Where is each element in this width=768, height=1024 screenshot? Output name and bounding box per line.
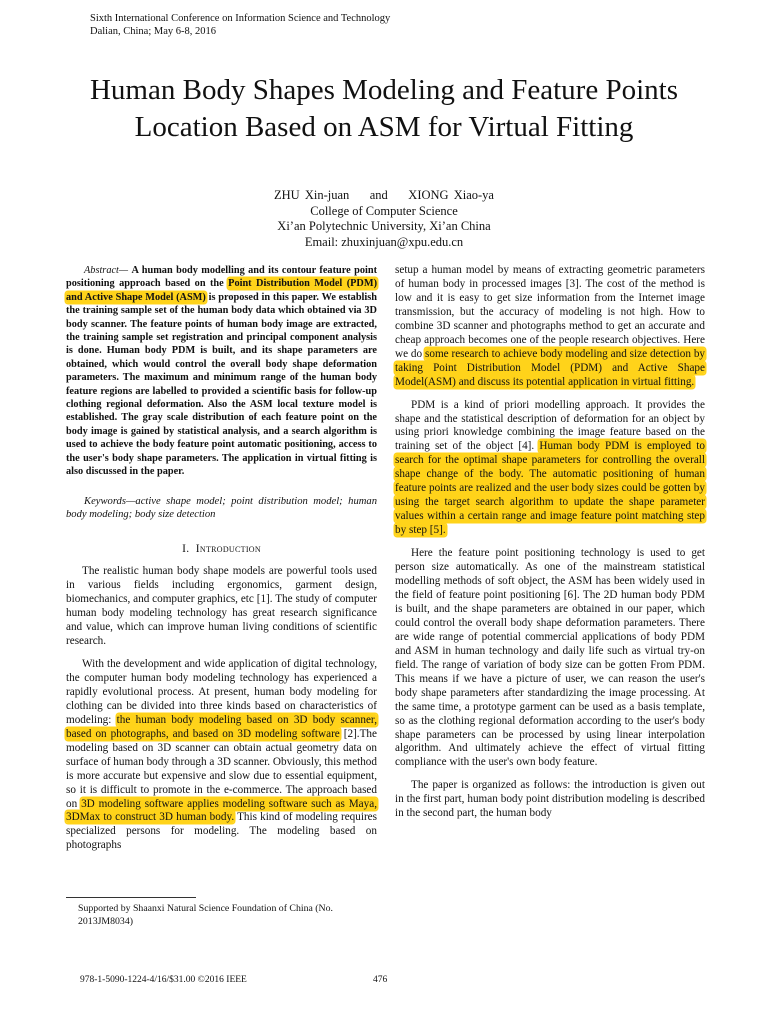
- left-column: [66, 264, 377, 853]
- keywords: Keywords—active shape model; point distribution model; human body modeling; body size detection: [66, 495, 377, 520]
- conference-location-date: Dalian, China; May 6-8, 2016: [90, 26, 216, 37]
- abstract-dash: —: [118, 265, 132, 276]
- right-paragraph-3: Here the feature point positioning technology is used to get person size automatically. As one of the mainstream statistical modelling methods of soft object, the ASM has been widely used in the field of feature point positioning [6]. The 2D human body PDM is built, and the shape parameters are obtained in our paper, which could control the overall body shape deformation parameters. There are wide range of potential commercial applications of body PDM and ASM in human technology and daily life such as virtual try-on field. The range of variation of body size can be gotten From PDM. This means if we have a picture of user, we can reason the user's body shape parameters after standardizing the image processing. At the same time, a prototype garment can be used as a basis template, so as the clothing regional deformation according to the user's body shape parameters can be processed by using linear interpolation algorithm. And ultimately achieve the effect of virtual fitting compliance with the user's own body feature.: [395, 547, 705, 769]
- abstract-highlight: Point Distribution Model (PDM) and Active Shape Model (ASM): [66, 278, 378, 303]
- conference-name: Sixth International Conference on Information Science and Technology: [90, 13, 391, 24]
- author-block: [0, 188, 768, 250]
- intro-p2-highlight-1: the human body modeling based on 3D body scanner, based on photographs, and based on 3D modeling software: [66, 713, 377, 740]
- conference-header: [90, 12, 390, 38]
- paper-title-line-1: Human Body Shapes Modeling and Feature Points: [89, 74, 678, 106]
- footnote-rule: [66, 897, 196, 898]
- abstract-text-1: A human body modelling and its contour feature point positioning approach based on the: [66, 265, 377, 290]
- section-title: Introduction: [195, 543, 261, 556]
- footer-isbn: 978-1-5090-1224-4/16/$31.00 ©2016 IEEE: [80, 975, 247, 985]
- abstract-label: Abstract: [84, 265, 119, 276]
- right-p1-text: setup a human model by means of extracting geometric parameters of human body in processed images [3]. The cost of the method is low and it is easy to get size information from the Internet image transmission, but the accuracy of modeling is not high. How to combine 3D scanner and photographs method to get an accurate and cheap approach becomes one of the people research objectives. Here we do: [395, 264, 705, 360]
- page-number: 476: [373, 975, 388, 985]
- intro-paragraph-2: [66, 658, 377, 853]
- paper-title: [40, 72, 728, 146]
- abstract-text-2: is proposed in this paper. We establish the training sample set of the human body data which obtained via 3D body scanner. The feature points of human body image are extracted, the training sample set registration and principal component analysis is done. Human body PDM is built, and its shape parameters are obtained, which would control the overall body shape deformation parameters. The maximum and minimum range of the human body feature regions are labelled to provided a scientific basis for follow-up clothing regional deformation. Also the ASM local texture model is established. The gray scale distribution of each feature point on the body image is gained by statistical analysis, and a search algorithm is used to achieve the body feature point automatic positioning, access to the user's body shape parameters. The application in virtual fitting is also discussed in the paper.: [66, 291, 377, 478]
- right-paragraph-1: [395, 264, 705, 390]
- right-paragraph-2: [395, 399, 705, 539]
- intro-paragraph-1: The realistic human body shape models are powerful tools used in various fields including ergonomics, garment design, biomechanics, and computer graphics, etc [1]. The study of computer human body modeling technology has great research significance and value, which can improve human living conditions of scientific research.: [66, 565, 377, 648]
- intro-p2-text-a: With the development and wide application of digital technology, the computer human body modeling technology has experienced a rapidly evolutional process. At present, human body modeling for clothing can be divided into three kinds based on characteristics of modeling:: [66, 657, 377, 726]
- author-names: ZHU Xin-juan and XIONG Xiao-ya: [274, 188, 494, 202]
- right-column: [395, 264, 705, 821]
- intro-p2-text-b: [2].The modeling based on 3D scanner can obtain actual geometry data on surface of human body through a 3D scanner. Obviously, this method is more accurate but expensive and slow due to essential equipment, so it is difficult to promote in the e-commerce. The approach based on: [66, 727, 377, 810]
- right-p2-highlight: Human body PDM is employed to search for the optimal shape parameters for controlling the overall shape change of the body. The automatic positioning of human feature points are realized and the user body sizes could be gotten by using the target search algorithm to update the shape parameter values within a certain range and image feature point matching step by step [5].: [395, 440, 706, 537]
- affiliation-university: Xi’an Polytechnic University, Xi’an China: [277, 219, 491, 233]
- section-heading-introduction: [66, 543, 377, 557]
- right-p1-highlight: some research to achieve body modeling and size detection by taking Point Distribution Model (PDM) and Active Shape Model(ASM) and discuss its potential application in virtual fitting.: [395, 347, 706, 388]
- section-number: I.: [182, 543, 190, 556]
- right-paragraph-4: The paper is organized as follows: the introduction is given out in the first part, human body point distribution modeling is described in the second part, the human body: [395, 779, 705, 820]
- intro-p2-text-c: This kind of modeling requires specialized persons for modeling. The modeling based on photographs: [66, 811, 377, 852]
- author-email: Email: zhuxinjuan@xpu.edu.cn: [304, 234, 464, 249]
- paper-title-line-2: Location Based on ASM for Virtual Fitting: [134, 111, 634, 143]
- funding-footnote: Supported by Shaanxi Natural Science Foundation of China (No. 2013JM8034): [78, 903, 333, 927]
- affiliation-department: College of Computer Science: [310, 203, 458, 218]
- abstract: [66, 264, 377, 479]
- intro-p2-highlight-2: 3D modeling software applies modeling software such as Maya, 3DMax to construct 3D human body.: [66, 797, 378, 824]
- right-p2-text: PDM is a kind of priori modelling approach. It provides the shape and the statistical description of deformation for an object by using priori knowledge combining the image feature based on the training set of the object [4].: [395, 398, 705, 453]
